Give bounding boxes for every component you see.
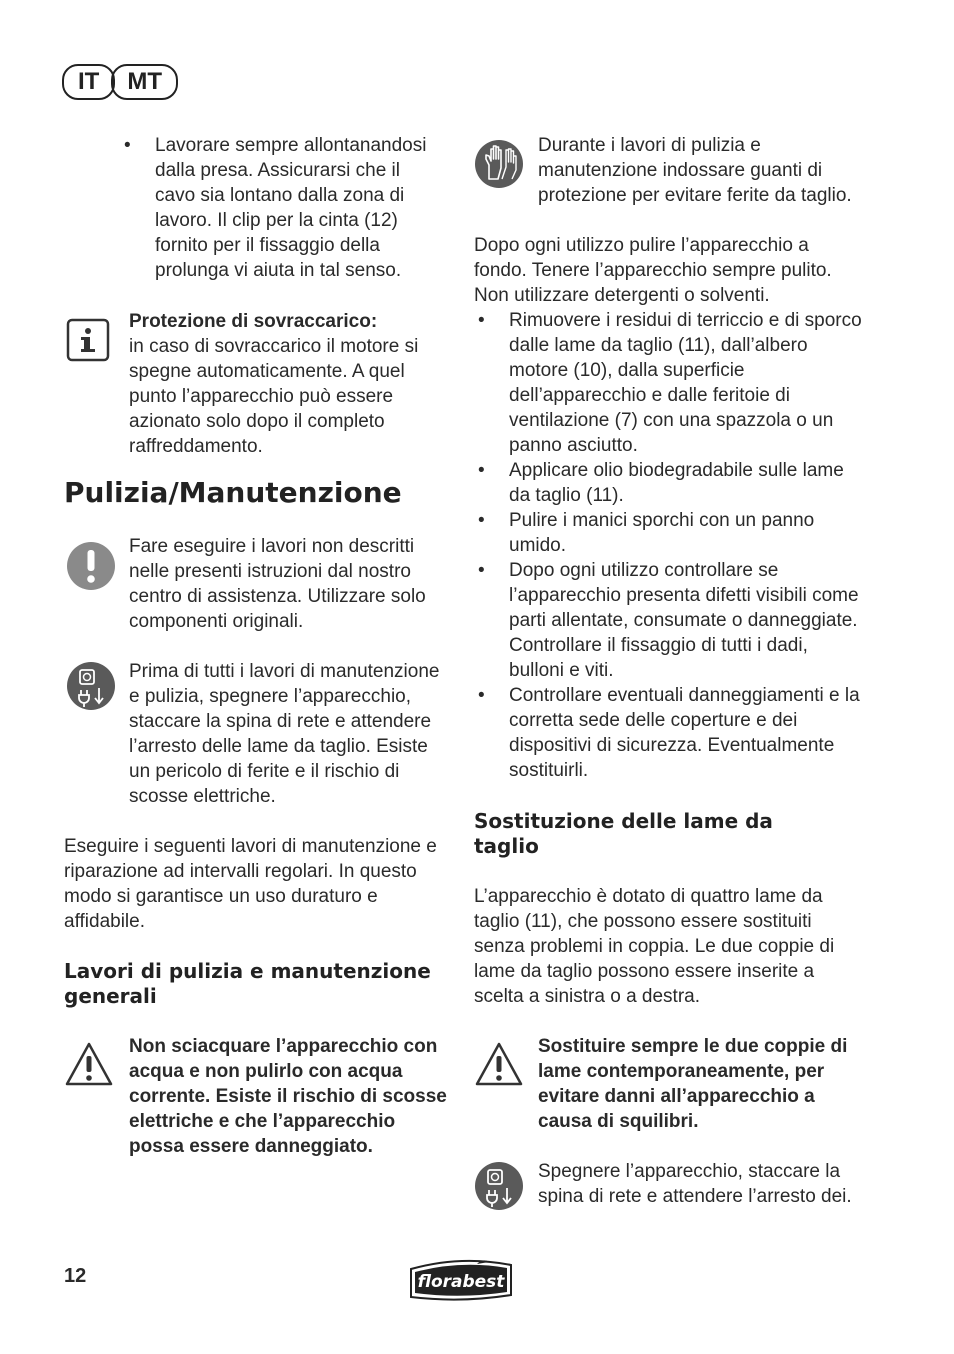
intro-bullet-list [120, 133, 442, 283]
language-badges [62, 64, 178, 100]
overload-note-text: in caso di sovraccarico il motore si spegne automaticamente. A quel punto l’apparecchio può essere azionato solo dopo il completo raffreddamento. [129, 336, 419, 457]
lang-badge-mt: MT [111, 64, 178, 100]
regular-maintenance-text: Eseguire i seguenti lavori di manutenzione e riparazione ad intervalli regolari. In questo modo si garantisce un uso duraturo e affidabile. [64, 836, 437, 932]
list-item: • Rimuovere i residui di terriccio e di sporco dalle lame da taglio (11), dall’albero motore (10), dalla superficie dell’apparecchio e dalle feritoie di ventilazione (7) con una spazzola o un panno asciutto. [474, 308, 866, 458]
exclamation-icon [66, 541, 116, 591]
service-note: Fare eseguire i lavori non descritti nelle presenti istruzioni dal nostro centro di assistenza. Utilizzare solo componenti originali. [129, 536, 426, 632]
overload-note [129, 309, 447, 459]
cleaning-bullet-list [474, 308, 866, 783]
florabest-logo-icon [407, 1259, 515, 1301]
blades-text: L’apparecchio è dotato di quattro lame da taglio (11), che possono essere sostituiti senza problemi in coppia. Le due coppie di lame da taglio possono essere inserite a scelta a sinistra o a destra. [474, 886, 835, 1007]
warning-icon [64, 1041, 114, 1087]
list-item: • Dopo ogni utilizzo controllare se l’apparecchio presenta difetti visibili come parti allentate, consumate o danneggiate. Controllare il fissaggio di tutti i dadi, bulloni e viti. [474, 558, 866, 683]
list-item: • Pulire i manici sporchi con un panno umido. [474, 508, 866, 558]
unplug-note: Prima di tutti i lavori di manutenzione e pulizia, spegnere l’apparecchio, staccare la spina di rete e attendere l’arresto delle lame da taglio. Esiste un pericolo di ferite e il rischio di scosse elettriche. [129, 661, 440, 807]
page-number: 12 [64, 1265, 87, 1287]
list-item: • Lavorare sempre allontanandosi dalla presa. Assicurarsi che il cavo sia lontano dalla zona di lavoro. Il clip per la cinta (12) fornito per il fissaggio della prolunga vi aiuta in tal senso. [120, 133, 442, 283]
info-icon [66, 318, 110, 362]
replace-pairs-warning: Sostituire sempre le due coppie di lame contemporaneamente, per evitare danni all’apparecchio a causa di squilibri. [538, 1036, 848, 1132]
warning-icon [474, 1041, 524, 1087]
list-item: • Applicare olio biodegradabile sulle lame da taglio (11). [474, 458, 866, 508]
unplug-icon [66, 661, 116, 711]
unplug-note-blades: Spegnere l’apparecchio, staccare la spina di rete e attendere l’arresto dei. [538, 1161, 852, 1207]
no-rinse-warning: Non sciacquare l’apparecchio con acqua e non pulirlo con acqua corrente. Esiste il rischio di scosse elettriche e che l’apparecchio possa essere danneggiato. [129, 1036, 447, 1157]
subsection-title-general: Lavori di pulizia e manutenzione generali [64, 959, 431, 1008]
overload-note-title: Protezione di sovraccarico: [129, 311, 378, 332]
list-item: • Controllare eventuali danneggiamenti e la corretta sede delle coperture e dei dispositivi di sicurezza. Eventualmente sostituirli. [474, 683, 866, 783]
brand-logo [407, 1259, 515, 1301]
lang-badge-it: IT [62, 64, 115, 100]
subsection-title-blades: Sostituzione delle lame da taglio [474, 809, 773, 858]
unplug-icon [474, 1161, 524, 1211]
section-title: Pulizia/Manutenzione [64, 476, 402, 509]
gloves-icon [474, 139, 524, 189]
gloves-note: Durante i lavori di pulizia e manutenzione indossare guanti di protezione per evitare ferite da taglio. [538, 135, 852, 206]
logo-wordmark: florabest [417, 1272, 505, 1292]
after-use-text: Dopo ogni utilizzo pulire l’apparecchio a fondo. Tenere l’apparecchio sempre pulito. Non utilizzare detergenti o solventi. [474, 235, 832, 306]
